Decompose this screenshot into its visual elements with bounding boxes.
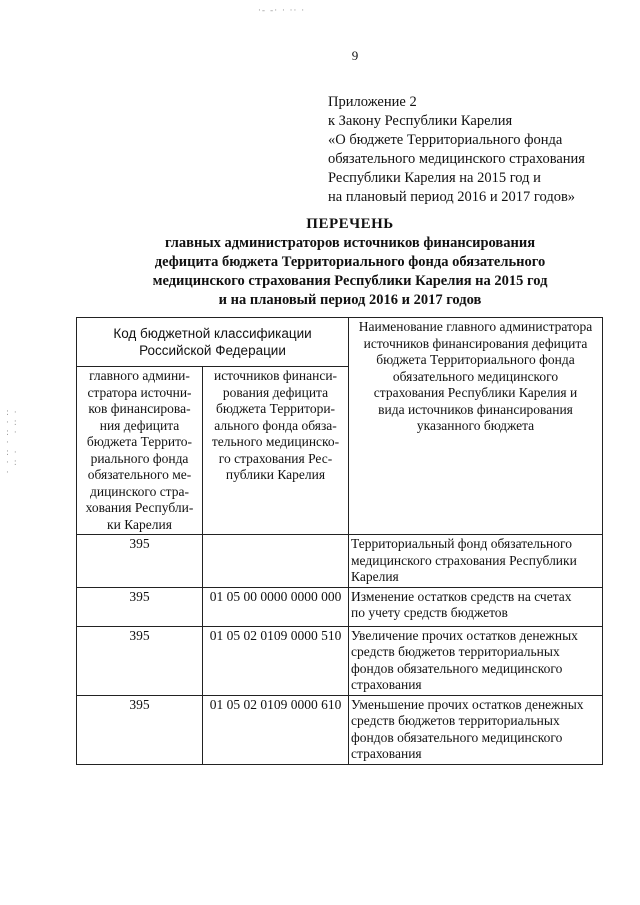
title-line: и на плановый период 2016 и 2017 годов [218, 292, 482, 308]
annex-line: к Закону Республики Карелия [328, 113, 513, 129]
source-code-cell: 01 05 00 0000 0000 000 [203, 587, 349, 626]
header-admin-code-column: главного админи- стратора источни- ков финансирова- ния дефицита бюджета Террито- риального фонда обязательного ме- дицинского стра- хования Республи- ки Карелия [77, 367, 203, 535]
annex-block [328, 93, 628, 207]
title-heading: ПЕРЕЧЕНЬ [306, 216, 394, 232]
annex-line: Республики Карелия на 2015 год и [328, 170, 541, 186]
scan-artifact-left: : · · : : · · : · · : · [6, 408, 18, 478]
table-row [77, 695, 603, 764]
annex-line: «О бюджете Территориального фонда [328, 132, 563, 148]
name-cell: Изменение остатков средств на счетах по учету средств бюджетов [349, 587, 603, 626]
admin-code-cell: 395 [77, 695, 203, 764]
header-name-column: Наименование главного администратора источников финансирования дефицита бюджета Территориального фонда обязательного медицинского страхования Республики Карелия и вида источников финансирования указанного бюджета [349, 318, 603, 535]
table-row [77, 626, 603, 695]
annex-line: на плановый период 2016 и 2017 годов» [328, 189, 576, 205]
scan-artifact-top: ·- -· · ·· · [258, 6, 306, 16]
annex-line: Приложение 2 [328, 94, 417, 110]
admin-code-cell: 395 [77, 535, 203, 588]
table-row [77, 535, 603, 588]
name-cell: Территориальный фонд обязательного медицинского страхования Республики Карелия [349, 535, 603, 588]
title-line: главных администраторов источников финансирования [164, 235, 536, 251]
title-line: медицинского страхования Республики Карелия на 2015 год [152, 273, 548, 289]
administrators-table [76, 317, 603, 765]
header-budget-classification: Код бюджетной классификации Российской Федерации [77, 318, 349, 367]
table-row [77, 587, 603, 626]
admin-code-cell: 395 [77, 626, 203, 695]
name-cell: Увеличение прочих остатков денежных средств бюджетов территориальных фондов обязательного медицинского страхования [349, 626, 603, 695]
table-header-row [77, 318, 603, 367]
document-title [100, 215, 600, 310]
name-cell: Уменьшение прочих остатков денежных средств бюджетов территориальных фондов обязательного медицинского страхования [349, 695, 603, 764]
header-source-code-column: источников финанси- рования дефицита бюджета Территори- ального фонда обяза- тельного медицинско- го страхования Рес- публики Карелия [203, 367, 349, 535]
annex-line: обязательного медицинского страхования [328, 151, 585, 167]
source-code-cell: 01 05 02 0109 0000 510 [203, 626, 349, 695]
page-number: 9 [351, 48, 359, 63]
source-code-cell [203, 535, 349, 588]
title-line: дефицита бюджета Территориального фонда обязательного [154, 254, 546, 270]
admin-code-cell: 395 [77, 587, 203, 626]
source-code-cell: 01 05 02 0109 0000 610 [203, 695, 349, 764]
